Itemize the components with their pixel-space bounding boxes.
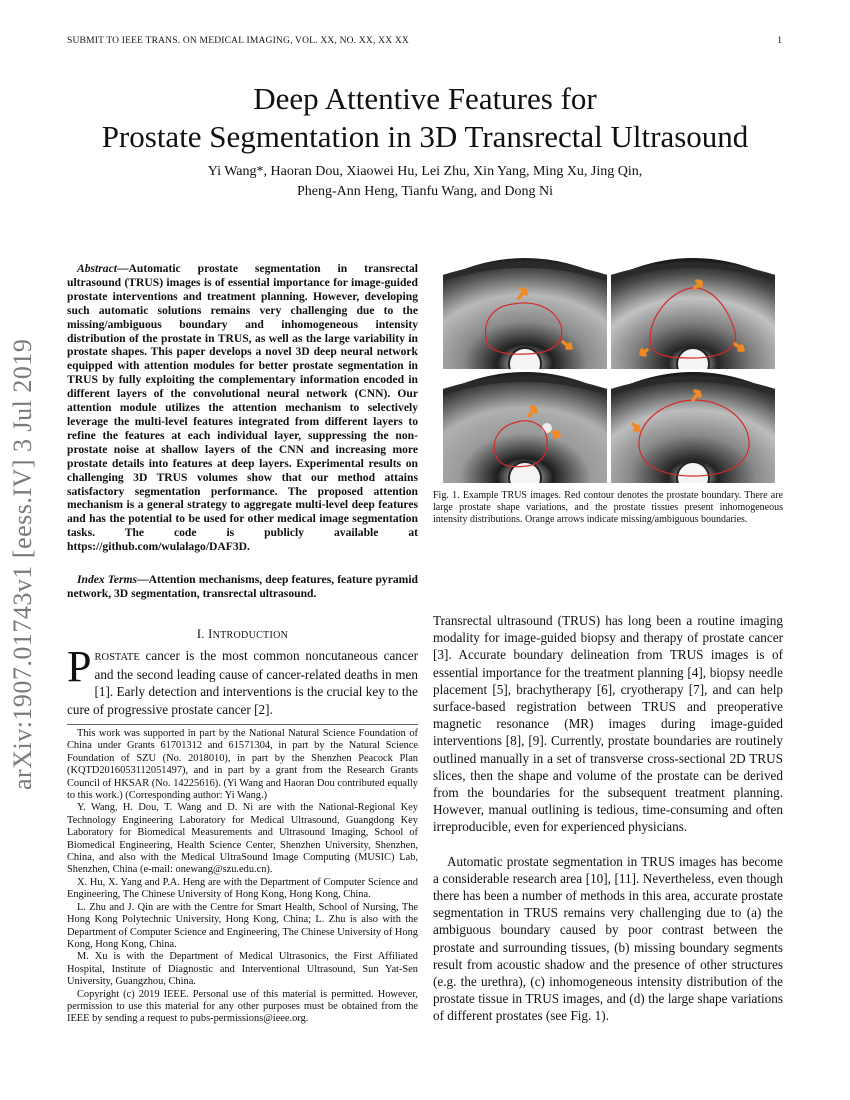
arxiv-identifier-stamp: arXiv:1907.01743v1 [eess.IV] 3 Jul 2019	[8, 338, 37, 790]
index-terms-text: —Attention mechanisms, deep features, feature pyramid network, 3D segmentation, transrectal ultrasound.	[67, 573, 418, 600]
footnote-affiliation-sysu: M. Xu is with the Department of Medical Ultrasonics, the First Affiliated Hospital, Institute of Diagnostic and Interventional Ultrasound, Sun Yat-Sen University, Guangzhou, China.	[67, 951, 418, 988]
footnote-divider	[67, 724, 418, 725]
index-terms	[67, 573, 418, 601]
index-terms-label: Index Terms	[77, 573, 137, 586]
footnote-affiliation-polyu: L. Zhu and J. Qin are with the Centre for Smart Health, School of Nursing, The Hong Kong Polytechnic University, Hong Kong, China; L. Zhu is also with the Department of Computer Science and Engineering, The Chinese University of Hong Kong, Hong Kong, China.	[67, 901, 418, 950]
section-smallcaps: NTRODUCTION	[212, 630, 289, 641]
trus-image-panel	[611, 372, 775, 483]
authors-line-2: Pheng-Ann Heng, Tianfu Wang, and Dong Ni	[296, 184, 554, 199]
footnote-affiliation-cuhk: X. Hu, X. Yang and P.A. Heng are with the Department of Computer Science and Engineering, The Chinese University of Hong Kong, Hong Kong, China.	[67, 876, 418, 901]
title-line-1: Deep Attentive Features for	[253, 81, 597, 116]
paragraph-challenges: Automatic prostate segmentation in TRUS images has become a considerable research area [10], [11]. Nevertheless, even though there has been a number of methods in this area, accurate prostate segmentation in TRUS remains very challenging due to (a) the ambiguous boundary caused by poor contrast between the prostate and surrounding tissues, (b) missing boundary segments result from acoustic shadow and the presence of other structures (e.g. the urethra), (c) inhomogeneous intensity distribution of the prostate tissue in TRUS images, and (d) the large shape variations of different prostates (see Fig. 1).	[433, 853, 783, 1024]
introduction-continued	[433, 612, 783, 1025]
paper-title	[60, 80, 790, 156]
trus-image-panel	[611, 258, 775, 369]
introduction-paragraph	[67, 642, 418, 718]
running-header: SUBMIT TO IEEE TRANS. ON MEDICAL IMAGING, VOL. XX, NO. XX, XX XX	[67, 36, 409, 46]
footnotes	[67, 728, 418, 1026]
section-numeral: I.	[196, 627, 209, 641]
figure-1-trus-images	[443, 258, 775, 483]
trus-image-panel	[443, 372, 607, 483]
page-number: 1	[777, 36, 782, 46]
section-first-letter: I	[208, 627, 213, 641]
trus-image-panel	[443, 258, 607, 369]
intro-text: cancer is the most common noncutaneous cancer and the second leading cause of cancer-related deaths in men [1]. Early detection and interventions is the crucial key to the cure of progressive prostate cancer [2].	[67, 648, 418, 717]
drop-cap: P	[67, 642, 92, 691]
author-list	[60, 162, 790, 202]
title-line-2: Prostate Segmentation in 3D Transrectal Ultrasound	[101, 119, 749, 154]
abstract-label: Abstract	[77, 262, 117, 275]
figure-1-caption: Fig. 1. Example TRUS images. Red contour denotes the prostate boundary. There are large prostate shape variations, and the prostate tissues present inhomogeneous intensity distributions. Orange arrows indicate missing/ambiguous boundaries.	[433, 490, 783, 526]
footnote-affiliation-szu: Y. Wang, H. Dou, T. Wang and D. Ni are with the National-Regional Key Technology Engineering Laboratory for Medical Ultrasound, Guangdong Key Laboratory for Biomedical Measurements and Ultrasound Imaging, School of Biomedical Engineering, Health Science Center, Shenzhen University, Shenzhen, China, and also with the Medical UltraSound Image Computing (MUSIC) Lab, Shenzhen, China (e-mail: onewang@szu.edu.cn).	[67, 802, 418, 876]
capitalized-word: ROSTATE	[94, 652, 140, 663]
abstract	[67, 262, 418, 554]
authors-line-1: Yi Wang*, Haoran Dou, Xiaowei Hu, Lei Zhu, Xin Yang, Ming Xu, Jing Qin,	[207, 164, 643, 179]
footnote-funding: This work was supported in part by the National Natural Science Foundation of China under Grants 61701312 and 61571304, in part by the Natural Science Foundation of SZU (No. 2018010), in part by the Shenzhen Peacock Plan (KQTD2016053112051497), and in part by a grant from the Research Grants Council of HKSAR (No. 14225616). (Yi Wang and Haoran Dou contributed equally to this work.) (Corresponding author: Yi Wang.)	[67, 728, 418, 802]
paragraph-trus-background: Transrectal ultrasound (TRUS) has long been a routine imaging modality for image-guided biopsy and therapy of prostate cancer [3]. Accurate boundary delineation from TRUS images is of essential importance for the treatment planning [4], biopsy needle placement [5], brachytherapy [6], cryotherapy [7], and can help surface-based registration between TRUS and preoperative magnetic resonance (MR) images during image-guided interventions [8], [9]. Currently, prostate boundaries are routinely outlined manually in a set of transverse cross-sectional 2D TRUS slices, then the shape and volume of the prostate can be derived from the boundaries for the subsequent treatment planning. However, manual outlining is tedious, time-consuming and often irreproducible, even for experienced physicians.	[433, 613, 783, 835]
abstract-text: —Automatic prostate segmentation in transrectal ultrasound (TRUS) images is of essential importance for image-guided prostate interventions and treatment planning. However, developing such automatic solutions remains very challenging due to the missing/ambiguous boundary and inhomogeneous intensity distribution of the prostate in TRUS, as well as the large variability in prostate shapes. This paper develops a novel 3D deep neural network equipped with attention modules for better prostate segmentation in TRUS by fully exploiting the complementary information encoded in different layers of the convolutional neural network (CNN). Our attention module utilizes the attention mechanism to selectively leverage the multi-level features integrated from different layers to refine the features at each individual layer, suppressing the non-prostate noise at shallow layers of the CNN and increasing more prostate details into features at deep layers. Experimental results on challenging 3D TRUS volumes show that our method attains satisfactory segmentation performance. The proposed attention mechanism is a general strategy to aggregate multi-level deep features and has the potential to be used for other medical image segmentation tasks. The code is publicly available at https://github.com/wulalago/DAF3D.	[67, 262, 418, 554]
footnote-copyright: Copyright (c) 2019 IEEE. Personal use of this material is permitted. However, permission to use this material for any other purposes must be obtained from the IEEE by sending a request to pubs-permissions@ieee.org.	[67, 988, 418, 1025]
section-heading-introduction	[67, 627, 418, 642]
